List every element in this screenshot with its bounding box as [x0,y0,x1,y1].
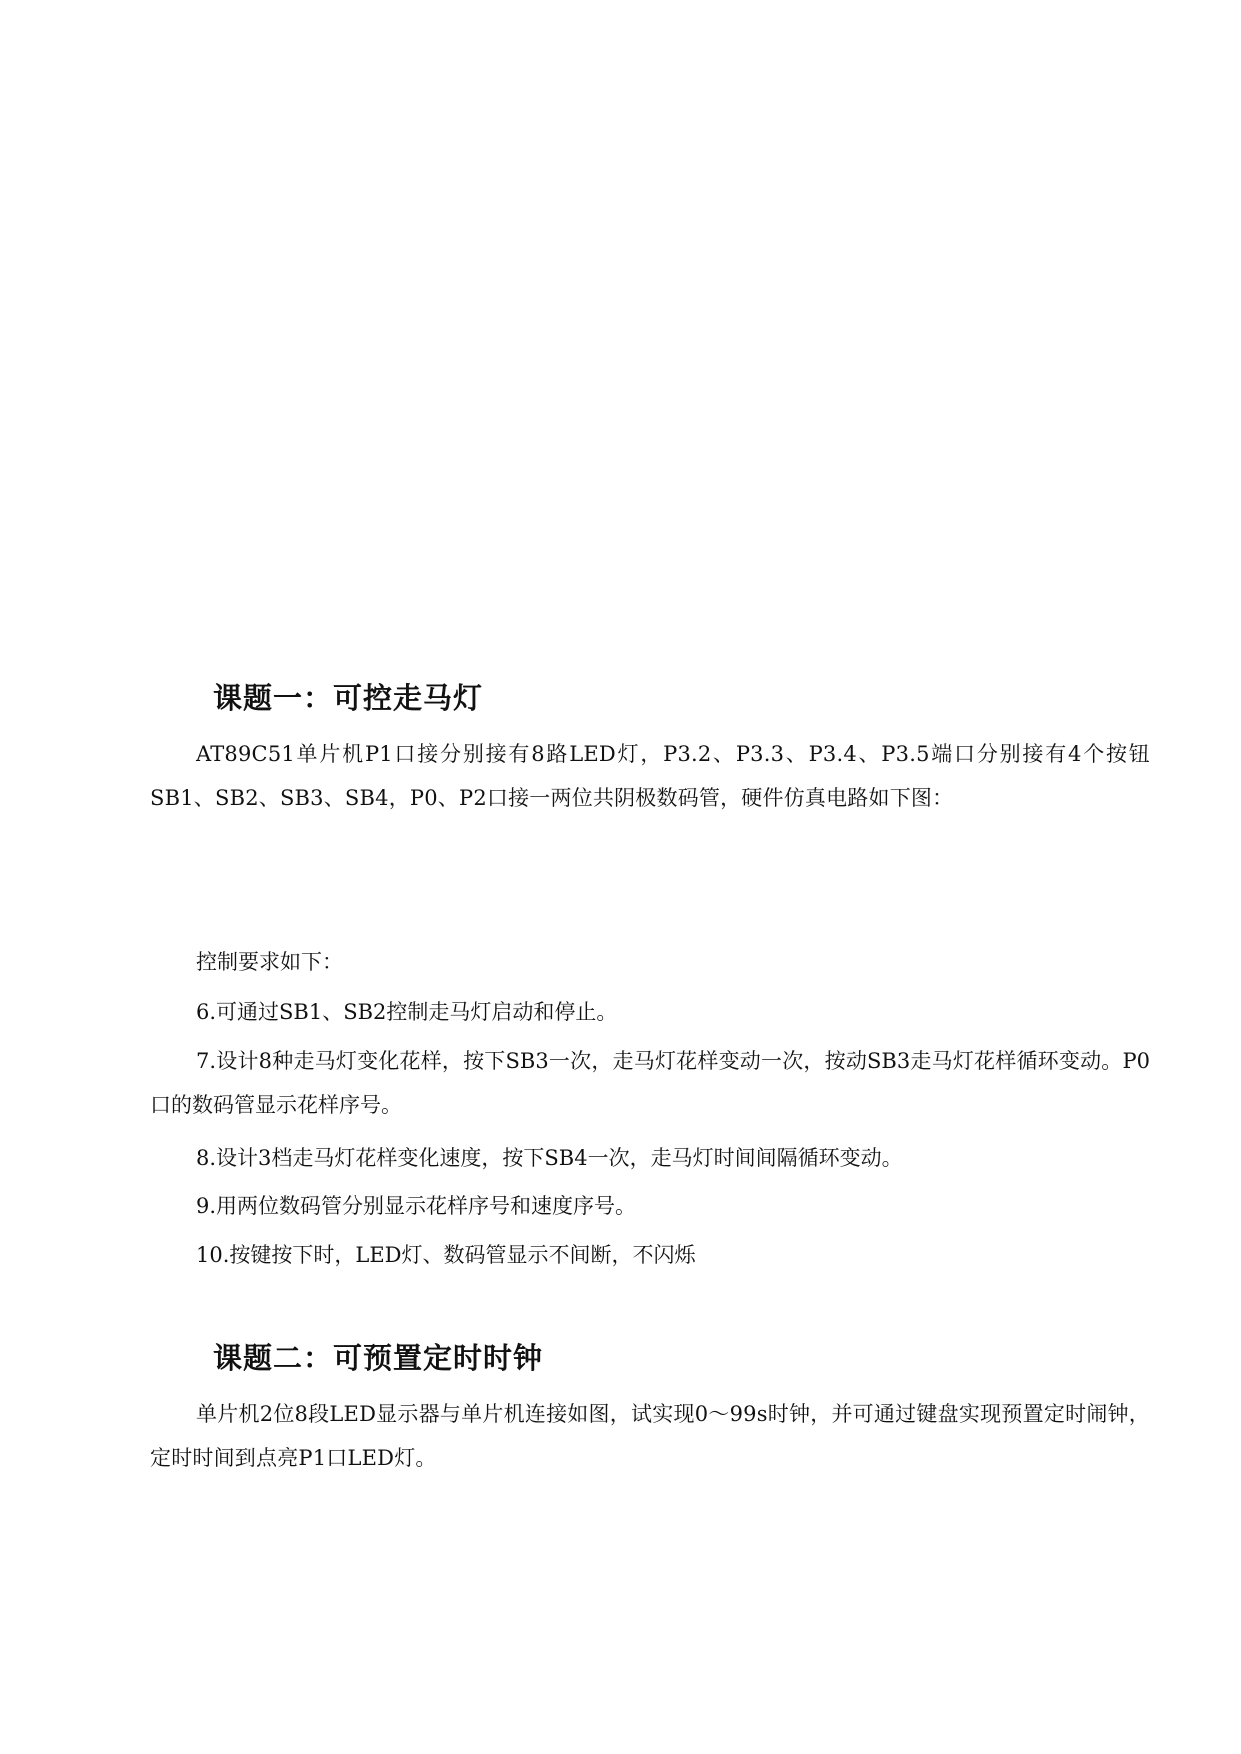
section2-title: 课题二：可预置定时时钟 [213,1341,544,1375]
requirements-label: 控制要求如下： [196,950,343,974]
requirement-item-7: 7.设计8种走马灯变化花样，按下SB3一次，走马灯花样变动一次，按动SB3走马灯花样循环变动。P0口的数码管显示花样序号。 [150,1049,1150,1117]
requirement-item-8: 8.设计3档走马灯花样变化速度，按下SB4一次，走马灯时间间隔循环变动。 [196,1146,903,1170]
section2-intro: 单片机2位8段LED显示器与单片机连接如图，试实现0～99s时钟，并可通过键盘实现预置定时闹钟，定时时间到点亮P1口LED灯。 [150,1402,1150,1470]
section1-intro: AT89C51单片机P1口接分别接有8路LED灯，P3.2、P3.3、P3.4、P3.5端口分别接有4个按钮SB1、SB2、SB3、SB4，P0、P2口接一两位共阴极数码管，硬件仿真电路如下图： [150,742,1150,810]
requirement-item-9: 9.用两位数码管分别显示花样序号和速度序号。 [196,1194,637,1218]
requirement-item-10: 10.按键按下时，LED灯、数码管显示不间断，不闪烁 [196,1243,696,1267]
section1-title: 课题一：可控走马灯 [213,681,484,715]
requirement-item-6: 6.可通过SB1、SB2控制走马灯启动和停止。 [196,1000,618,1024]
